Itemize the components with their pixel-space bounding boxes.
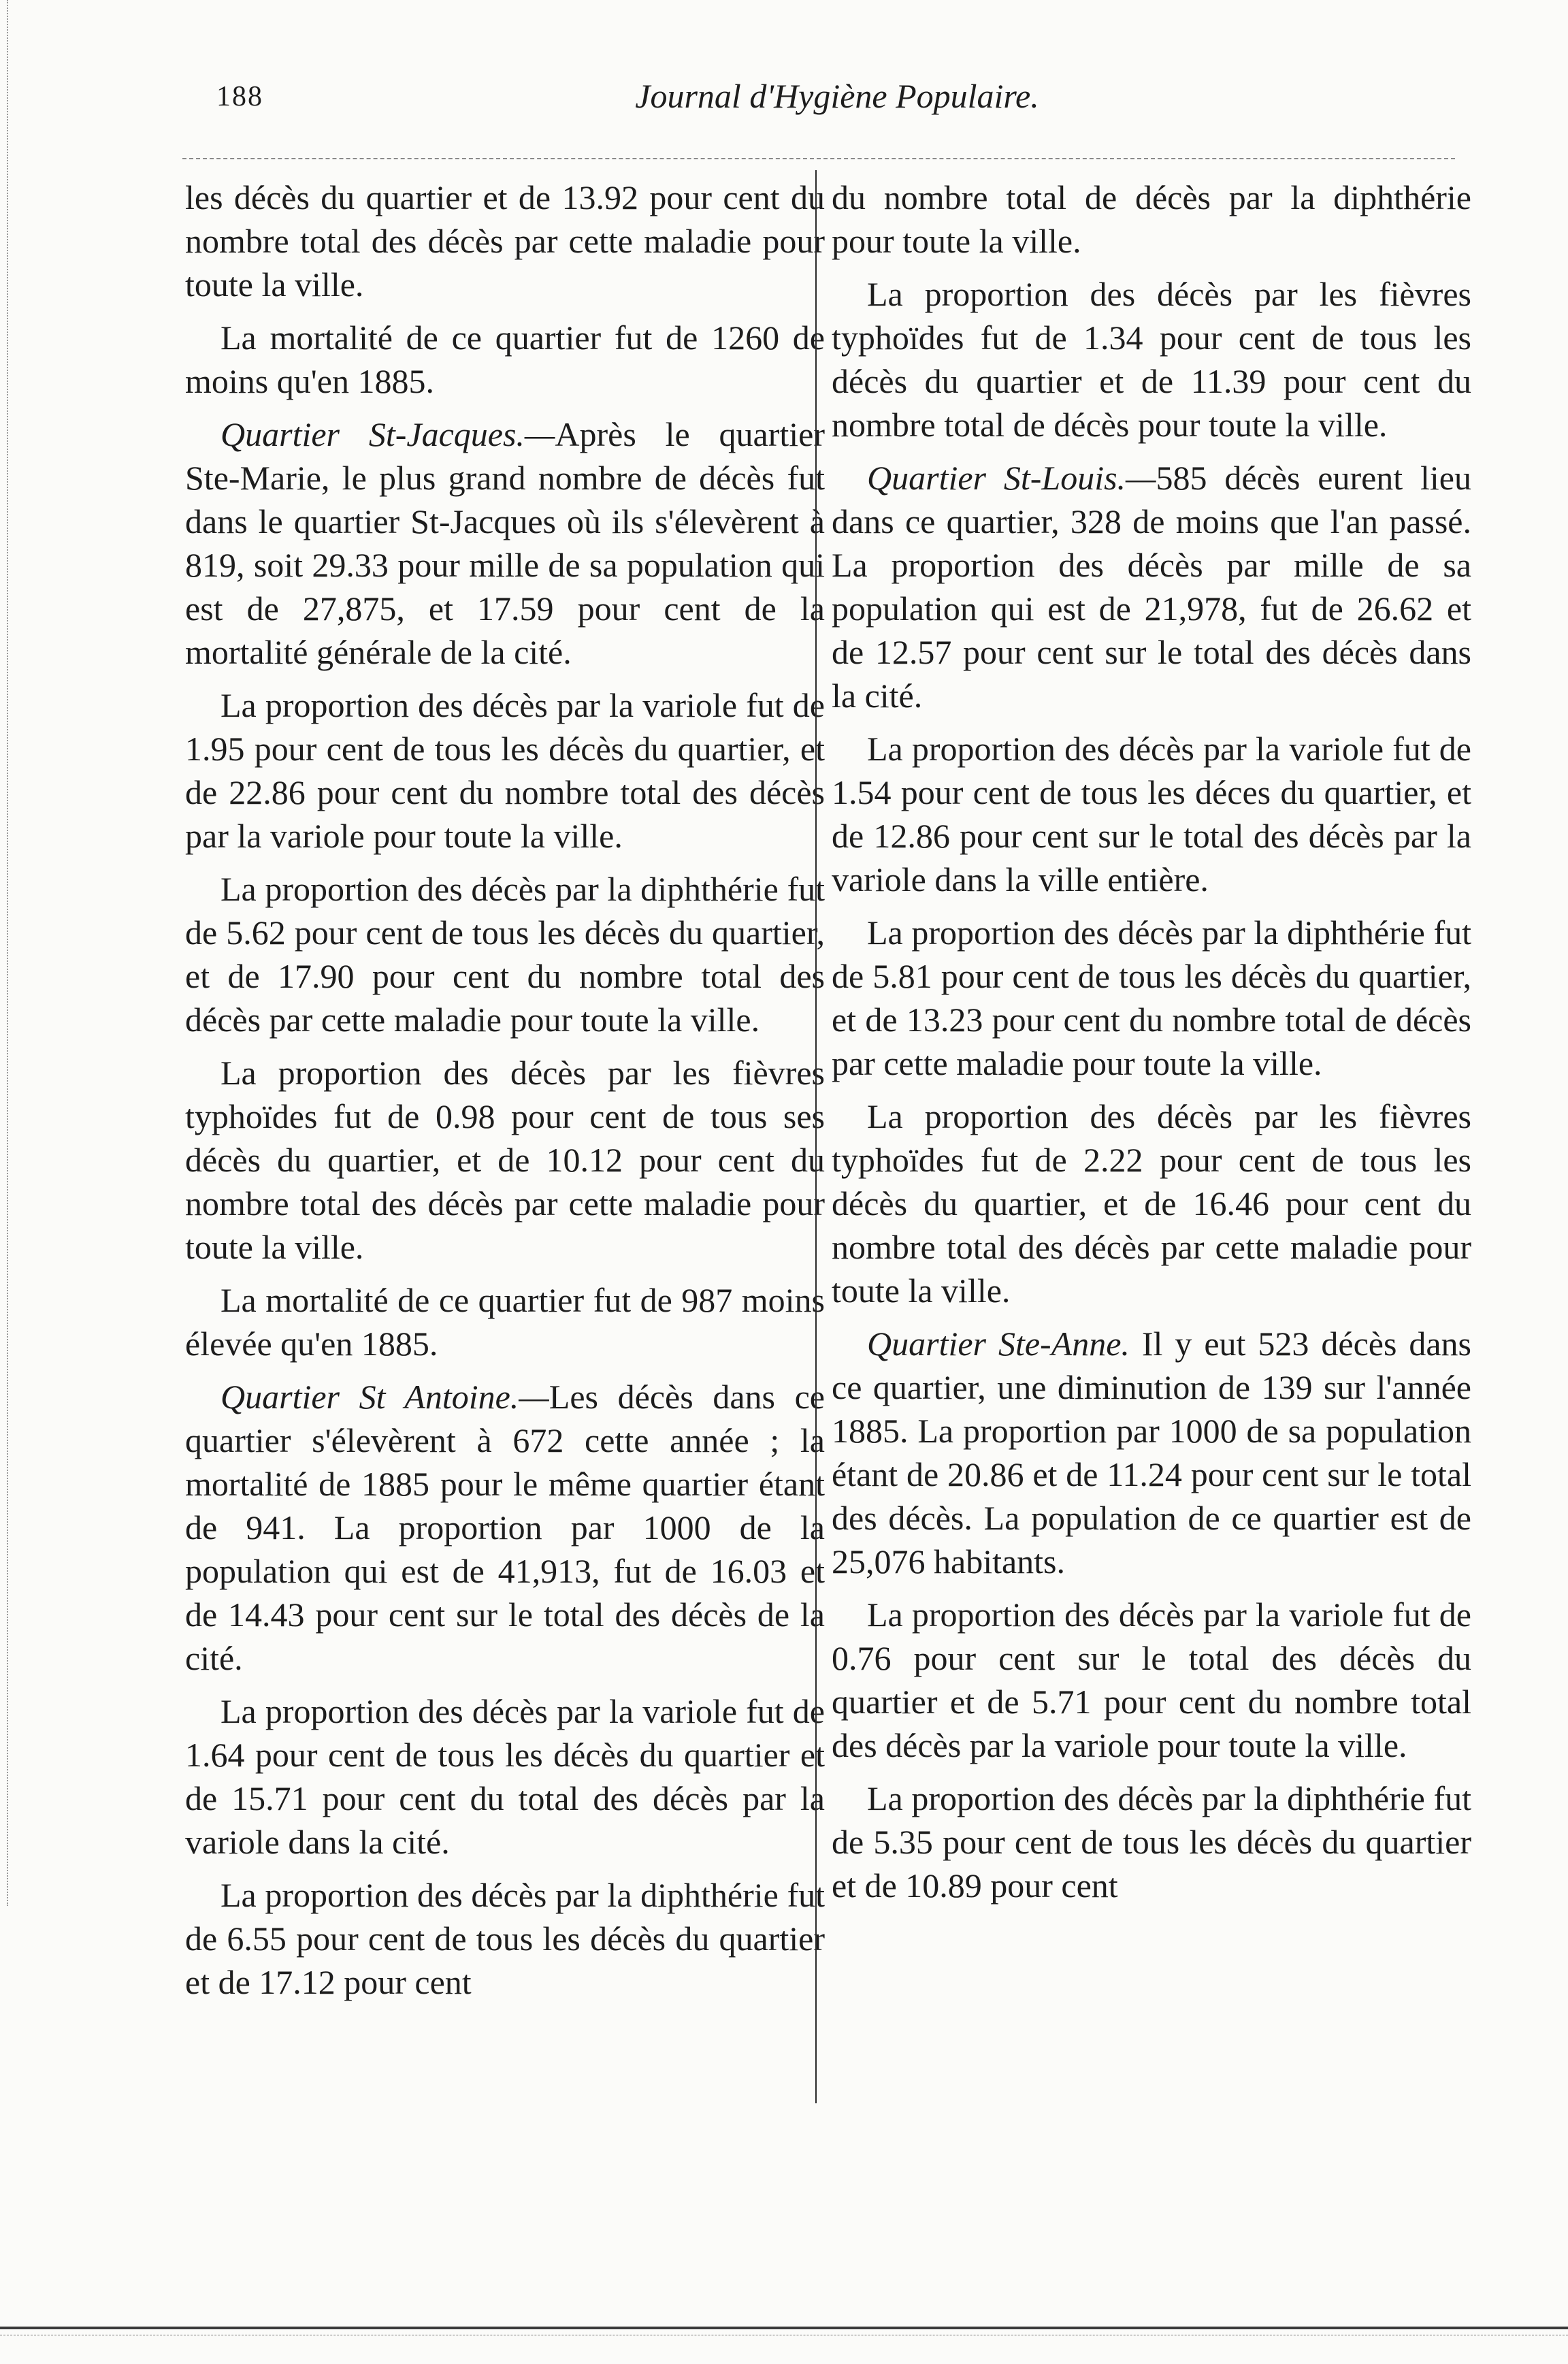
paragraph: La mortalité de ce quartier fut de 1260 de moins qu'en 1885. — [185, 319, 825, 400]
header-rule — [182, 158, 1455, 159]
page-number: 188 — [216, 81, 263, 112]
paragraph: La proportion des décès par la diphthérie fut de 5.81 pour cent de tous les décès du quartier, et de 13.23 pour cent du nombre total de décès par cette maladie pour toute la ville. — [832, 913, 1471, 1082]
paragraph-text: Il y eut 523 décès dans ce quartier, une diminution de 139 sur l'année 1885. La proportion par 1000 de sa population étant de 20.86 et de 11.24 pour cent sur le total des décès. La population de ce quartier est de 25,076 habitants. — [832, 1325, 1472, 1581]
paragraph: les décès du quartier et de 13.92 pour cent du nombre total des décès par cette maladie pour toute la ville. — [185, 178, 825, 304]
paragraph-st-louis — [832, 456, 1471, 717]
paragraph: La proportion des décès par les fièvres typhoïdes fut de 1.34 pour cent de tous les décès du quartier et de 11.39 pour cent du nombre total de décès pour toute la ville. — [832, 275, 1471, 444]
paragraph-st-antoine — [185, 1375, 825, 1680]
paragraph: La proportion des décès par la diphthérie fut de 5.35 pour cent de tous les décès du quartier et de 10.89 pour cent — [832, 1779, 1471, 1905]
paragraph: du nombre total de décès par la diphthérie pour toute la ville. — [832, 178, 1471, 260]
page-bottom-rule — [0, 2327, 1568, 2329]
paragraph-text: 585 décès eurent lieu dans ce quartier, 328 de moins que l'an passé. La proportion des décès par mille de sa population qui est de 21,978, fut de 26.62 et de 12.57 pour cent sur le total des décès dans la cité. — [832, 459, 1471, 715]
paragraph: La mortalité de ce quartier fut de 987 moins élevée qu'en 1885. — [185, 1281, 825, 1363]
paragraph: La proportion des décès par la variole fut de 0.76 pour cent sur le total des décès du quartier et de 5.71 pour cent du nombre total des décès par la variole pour toute la ville. — [832, 1596, 1471, 1764]
paragraph: La proportion des décès par les fièvres typhoïdes fut de 0.98 pour cent de tous ses décès du quartier, et de 10.12 pour cent du nombre total des décès par cette maladie pour toute la ville. — [185, 1054, 825, 1266]
left-column — [185, 176, 825, 2013]
page-edge-mark — [7, 0, 8, 1906]
paragraph: La proportion des décès par la diphthérie fut de 5.62 pour cent de tous les décès du quartier, et de 17.90 pour cent du nombre total des décès par cette maladie pour toute la ville. — [185, 870, 825, 1039]
paragraph: La proportion des décès par la variole fut de 1.54 pour cent de tous les déces du quartier, et de 12.86 pour cent sur le total des décès par la variole dans la ville entière. — [832, 730, 1471, 898]
column-divider — [815, 170, 817, 2103]
right-column — [832, 176, 1471, 1917]
section-heading-st-antoine: Quartier St Antoine.— — [220, 1378, 549, 1416]
running-title: Journal d'Hygiène Populaire. — [635, 77, 1039, 115]
paragraph: La proportion des décès par la diphthérie fut de 6.55 pour cent de tous les décès du quartier et de 17.12 pour cent — [185, 1876, 825, 2001]
paragraph: La proportion des décès par la variole fut de 1.95 pour cent de tous les décès du quartier, et de 22.86 pour cent du nombre total des décès par la variole pour toute la ville. — [185, 686, 825, 855]
paragraph-text: Après le quartier Ste-Marie, le plus grand nombre de décès fut dans le quartier St-Jacques où ils s'élevèrent à 819, soit 29.33 pour mille de sa population qui est de 27,875, et 17.59 pour cent de la mortalité générale de la cité. — [185, 415, 825, 671]
paragraph: La proportion des décès par la variole fut de 1.64 pour cent de tous les décès du quartier et de 15.71 pour cent du total des décès par la variole dans la cité. — [185, 1692, 825, 1861]
section-heading-st-louis: Quartier St-Louis.— — [867, 459, 1156, 497]
paragraph: La proportion des décès par les fièvres typhoïdes fut de 2.22 pour cent de tous les décès du quartier, et de 16.46 pour cent du nombre total des décès par cette maladie pour toute la ville. — [832, 1097, 1471, 1310]
paragraph-st-jacques — [185, 412, 825, 674]
section-heading-st-jacques: Quartier St-Jacques.— — [220, 415, 555, 453]
paragraph-text: Les décès dans ce quartier s'élevèrent à 672 cette année ; la mortalité de 1885 pour le même quartier étant de 941. La proportion par 1000 de la population qui est de 41,913, fut de 16.03 et de 14.43 pour cent sur le total des décès de la cité. — [185, 1378, 826, 1677]
section-heading-ste-anne: Quartier Ste-Anne. — [867, 1325, 1130, 1363]
paragraph-ste-anne — [832, 1322, 1471, 1583]
